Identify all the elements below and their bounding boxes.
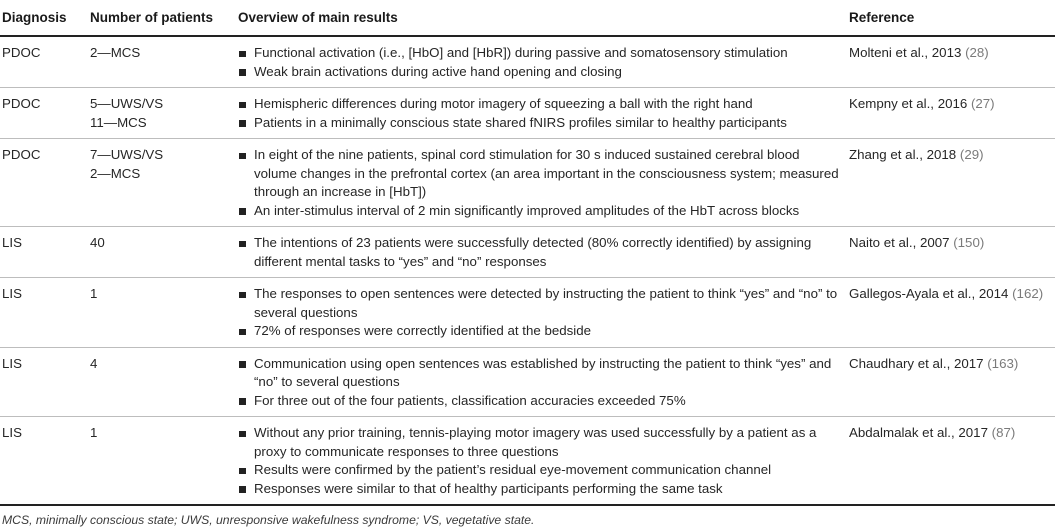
cell-reference <box>849 36 1055 88</box>
header-diagnosis: Diagnosis <box>0 0 90 36</box>
result-text: For three out of the four patients, classification accuracies exceeded 75% <box>254 392 686 408</box>
patients-count: 5—UWS/VS <box>90 96 164 111</box>
table-row <box>0 88 1055 139</box>
cell-diagnosis: LIS <box>0 278 90 348</box>
square-bullet-icon <box>239 102 246 109</box>
result-text: Weak brain activations during active hand opening and closing <box>254 63 622 79</box>
reference-number-link[interactable]: (28) <box>965 45 989 60</box>
results-list <box>238 146 843 220</box>
result-text: 72% of responses were correctly identified at the bedside <box>254 323 592 338</box>
square-bullet-icon <box>239 292 246 299</box>
result-text: Functional activation (i.e., [HbO] and [HbR]) during passive and somatosensory stimulation <box>254 45 788 60</box>
table-footnote: MCS, minimally conscious state; UWS, unresponsive wakefulness syndrome; VS, vegetative state. <box>2 513 535 527</box>
list-item <box>238 480 843 499</box>
list-item <box>238 285 843 322</box>
reference-number-link[interactable]: (87) <box>991 425 1016 440</box>
cell-number-of-patients <box>90 88 238 139</box>
reference-text: Kempny et al., 2016 <box>849 96 971 111</box>
result-text: Results were confirmed by the patient’s residual eye-movement communication channel <box>254 462 772 477</box>
cell-overview <box>238 347 849 417</box>
square-bullet-icon <box>239 361 246 368</box>
results-list <box>238 355 843 411</box>
list-item <box>238 44 843 63</box>
cell-diagnosis: LIS <box>0 227 90 278</box>
patients-count: 11—MCS <box>90 114 147 130</box>
reference-number-link[interactable]: (29) <box>959 147 984 162</box>
cell-reference <box>849 139 1055 227</box>
cell-number-of-patients <box>90 36 238 88</box>
patients-count: 2—MCS <box>90 165 141 181</box>
list-item <box>238 202 843 221</box>
cell-reference <box>849 347 1055 417</box>
table-row <box>0 417 1055 506</box>
result-text: Communication using open sentences was established by instructing the patient to think “yes” and “no” to several questions <box>254 355 832 389</box>
cell-overview <box>238 36 849 88</box>
reference-number-link[interactable]: (27) <box>970 96 995 111</box>
cell-number-of-patients <box>90 417 238 506</box>
header-overview: Overview of main results <box>238 0 849 36</box>
header-number-of-patients: Number of patients <box>90 0 238 36</box>
cell-overview <box>238 139 849 227</box>
list-item <box>238 63 843 82</box>
square-bullet-icon <box>239 69 246 76</box>
cell-diagnosis: PDOC <box>0 88 90 139</box>
cell-number-of-patients <box>90 278 238 348</box>
reference-text: Gallegos-Ayala et al., 2014 <box>849 286 1013 301</box>
cell-number-of-patients <box>90 227 238 278</box>
cell-reference <box>849 417 1055 506</box>
list-item <box>238 392 843 411</box>
list-item <box>238 146 843 202</box>
reference-text: Naito et al., 2007 <box>849 235 954 250</box>
patients-count: 40 <box>90 235 105 250</box>
cell-overview <box>238 278 849 348</box>
cell-diagnosis: LIS <box>0 347 90 417</box>
results-list <box>238 95 843 132</box>
results-list <box>238 234 843 271</box>
square-bullet-icon <box>239 153 246 160</box>
table-row <box>0 347 1055 417</box>
square-bullet-icon <box>239 329 246 336</box>
results-list <box>238 285 843 341</box>
result-text: Patients in a minimally conscious state shared fNIRS profiles similar to healthy participants <box>254 114 787 130</box>
list-item <box>238 355 843 392</box>
cell-reference <box>849 278 1055 348</box>
header-reference: Reference <box>849 0 1055 36</box>
square-bullet-icon <box>239 398 246 405</box>
result-text: In eight of the nine patients, spinal cord stimulation for 30 s induced sustained cerebral blood volume changes in the prefrontal cortex (an area important in the consciousness system; measured through an increase in [HbT]) <box>254 147 839 199</box>
patients-count: 2—MCS <box>90 45 141 60</box>
results-list <box>238 424 843 498</box>
result-text: Without any prior training, tennis-playing motor imagery was used successfully by a patient as a proxy to communicate responses to three questions <box>254 425 817 459</box>
reference-number-link[interactable]: (150) <box>953 235 985 250</box>
cell-diagnosis: PDOC <box>0 36 90 88</box>
table-row <box>0 278 1055 348</box>
results-list <box>238 44 843 81</box>
cell-overview <box>238 227 849 278</box>
list-item <box>238 322 843 341</box>
reference-text: Chaudhary et al., 2017 <box>849 355 988 371</box>
list-item <box>238 114 843 133</box>
cell-overview <box>238 417 849 506</box>
list-item <box>238 234 843 271</box>
reference-text: Abdalmalak et al., 2017 <box>849 425 992 440</box>
square-bullet-icon <box>239 241 246 248</box>
result-text: The intentions of 23 patients were successfully detected (80% correctly identified) by assigning different mental tasks to “yes” and “no” responses <box>254 235 812 269</box>
cell-number-of-patients <box>90 139 238 227</box>
list-item <box>238 461 843 480</box>
table-row <box>0 36 1055 88</box>
table-row <box>0 227 1055 278</box>
result-text: An inter-stimulus interval of 2 min significantly improved amplitudes of the HbT across blocks <box>254 202 800 218</box>
table-header-row <box>0 0 1055 36</box>
result-text: The responses to open sentences were detected by instructing the patient to think “yes” and “no” to several questions <box>254 286 838 320</box>
cell-reference <box>849 88 1055 139</box>
reference-text: Molteni et al., 2013 <box>849 45 966 60</box>
table-row <box>0 139 1055 227</box>
square-bullet-icon <box>239 51 246 58</box>
square-bullet-icon <box>239 486 246 493</box>
reference-number-link[interactable]: (162) <box>1012 286 1044 301</box>
patients-count: 4 <box>90 355 98 371</box>
cell-diagnosis: LIS <box>0 417 90 506</box>
patients-count: 1 <box>90 286 98 301</box>
cell-diagnosis: PDOC <box>0 139 90 227</box>
result-text: Hemispheric differences during motor imagery of squeezing a ball with the right hand <box>254 96 753 111</box>
square-bullet-icon <box>239 468 246 475</box>
reference-text: Zhang et al., 2018 <box>849 147 960 162</box>
list-item <box>238 424 843 461</box>
cell-number-of-patients <box>90 347 238 417</box>
square-bullet-icon <box>239 208 246 215</box>
square-bullet-icon <box>239 431 246 438</box>
table-body <box>0 36 1055 505</box>
cell-reference <box>849 227 1055 278</box>
patients-count: 7—UWS/VS <box>90 147 164 162</box>
square-bullet-icon <box>239 120 246 127</box>
cell-overview <box>238 88 849 139</box>
patients-count: 1 <box>90 425 98 440</box>
list-item <box>238 95 843 114</box>
result-text: Responses were similar to that of healthy participants performing the same task <box>254 480 723 496</box>
reference-number-link[interactable]: (163) <box>987 355 1019 371</box>
